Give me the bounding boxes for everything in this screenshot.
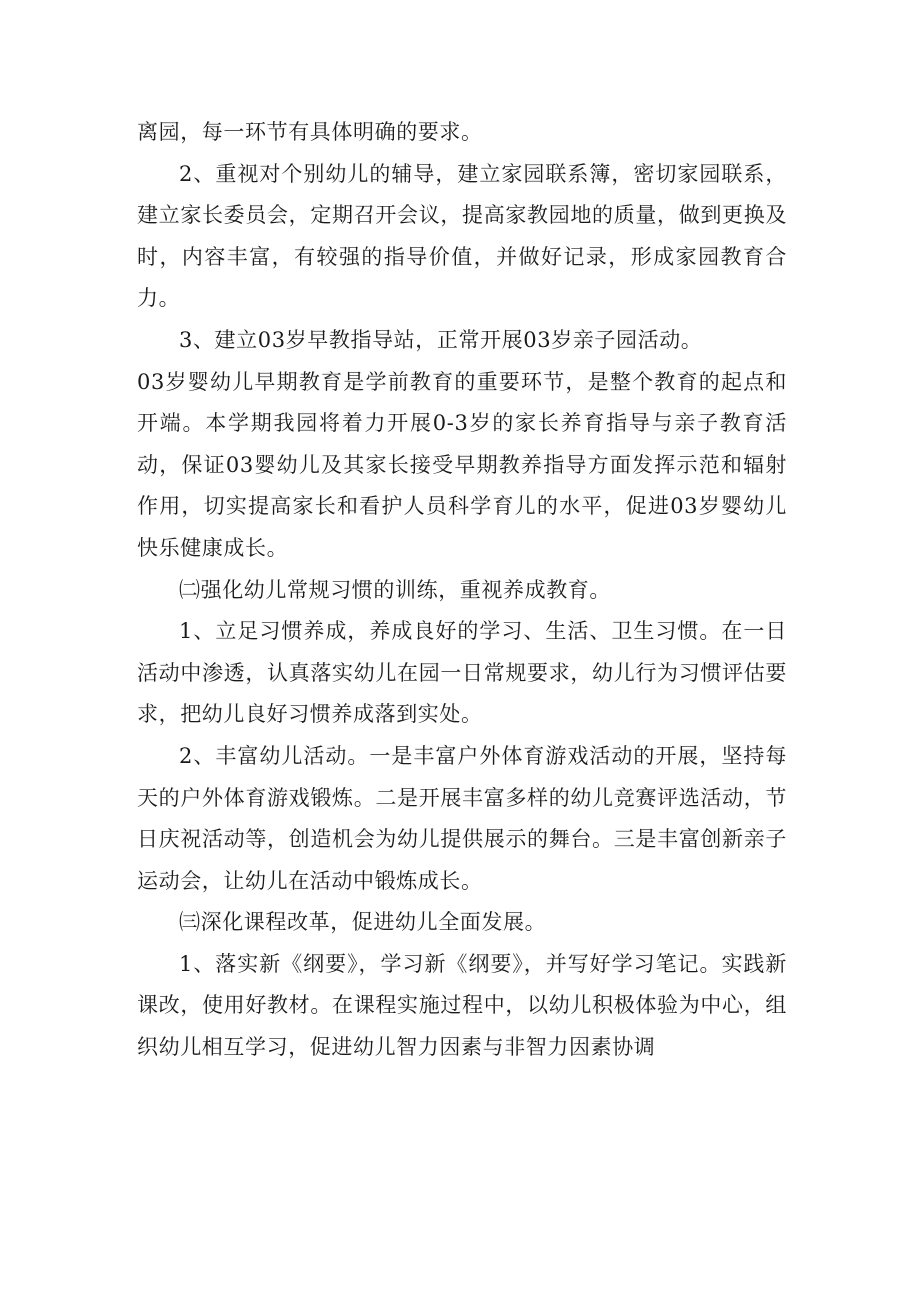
paragraph-new-outline: 1、落实新《纲要》，学习新《纲要》，并写好学习笔记。实践新课改，使用好教材。在课程实施过程中，以幼儿积极体验为中心，组织幼儿相互学习，促进幼儿智力因素与非智力因素协调 xyxy=(137,951,787,1060)
paragraph-leave-kindergarten: 离园，每一环节有具体明确的要求。 xyxy=(137,120,483,144)
paragraph-enrich-activities: 2、丰富幼儿活动。一是丰富户外体育游戏活动的开展，坚持每天的户外体育游戏锻炼。二是开展丰富多样的幼儿竞赛评选活动，节日庆祝活动等，创造机会为幼儿提供展示的舞台。三是丰富创新亲子运动会，让幼儿在活动中锻炼成长。 xyxy=(137,743,787,893)
paragraph-early-education-station: 3、建立03岁早教指导站，正常开展03岁亲子园活动。 xyxy=(179,327,703,352)
document-page xyxy=(137,112,787,1069)
paragraph-individual-guidance: 2、重视对个别幼儿的辅导，建立家园联系簿，密切家园联系，建立家长委员会，定期召开会议，提高家教园地的质量，做到更换及时，内容丰富，有较强的指导价值，并做好记录，形成家园教育合力。 xyxy=(137,161,787,311)
section-heading-habits: ㈡强化幼儿常规习惯的训练，重视养成教育。 xyxy=(179,577,611,602)
paragraph-infant-education: 03岁婴幼儿早期教育是学前教育的重要环节，是整个教育的起点和开端。本学期我园将着力开展0-3岁的家长养育指导与亲子教育活动，保证03婴幼儿及其家长接受早期教养指导方面发挥示范和辐射作用，切实提高家长和看护人员科学育儿的水平，促进03岁婴幼儿快乐健康成长。 xyxy=(137,369,787,560)
section-heading-curriculum: ㈢深化课程改革，促进幼儿全面发展。 xyxy=(179,910,547,935)
paragraph-habit-formation: 1、立足习惯养成，养成良好的学习、生活、卫生习惯。在一日活动中渗透，认真落实幼儿在园一日常规要求，幼儿行为习惯评估要求，把幼儿良好习惯养成落到实处。 xyxy=(137,619,787,727)
